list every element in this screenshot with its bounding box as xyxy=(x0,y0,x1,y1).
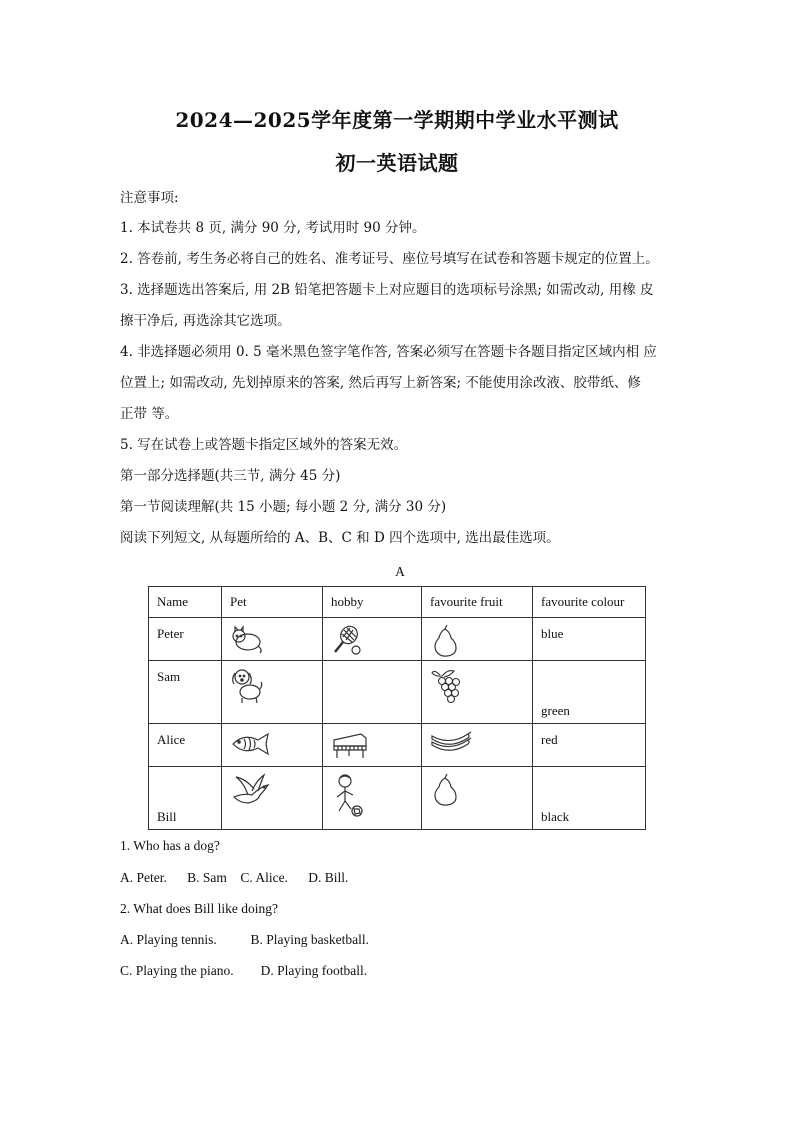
grapes-icon xyxy=(430,667,464,703)
note-1: 1. 本试卷共 8 页, 满分 90 分, 考试用时 90 分钟。 xyxy=(120,220,426,236)
header-hobby: hobby xyxy=(323,587,422,618)
colour-green: green xyxy=(541,703,570,718)
question-2-options-ab: A. Playing tennis. B. Playing basketball. xyxy=(120,932,369,947)
cell-fruit xyxy=(422,724,533,767)
pear-icon xyxy=(430,773,460,807)
bird-icon xyxy=(230,773,272,807)
table-header-row xyxy=(149,587,646,618)
question-1-options: A. Peter. B. Sam C. Alice. D. Bill. xyxy=(120,870,349,885)
name-bill: Bill xyxy=(157,809,177,824)
note-5: 5. 写在试卷上或答题卡指定区域外的答案无效。 xyxy=(120,437,408,453)
name-alice: Alice xyxy=(157,732,186,747)
question-1: 1. Who has a dog? xyxy=(120,838,220,853)
question-2-options-cd: C. Playing the piano. D. Playing football. xyxy=(120,963,368,978)
exam-title: 2024—2025学年度第一学期期中学业水平测试 xyxy=(175,108,619,132)
cell-colour xyxy=(533,767,646,830)
fish-icon xyxy=(230,730,272,758)
cell-pet xyxy=(222,618,323,661)
section-1-heading: 第一节阅读理解(共 15 小题; 每小题 2 分, 满分 30 分) xyxy=(120,499,447,515)
cell-name xyxy=(149,661,222,724)
table-row xyxy=(149,661,646,724)
info-table xyxy=(148,586,646,830)
header-name: Name xyxy=(149,587,222,618)
table-row xyxy=(149,767,646,830)
table-row xyxy=(149,618,646,661)
cell-pet xyxy=(222,661,323,724)
cell-colour xyxy=(533,724,646,767)
cell-colour xyxy=(533,661,646,724)
colour-black: black xyxy=(541,809,570,824)
cell-hobby xyxy=(323,618,422,661)
cell-name xyxy=(149,767,222,830)
notes-heading: 注意事项: xyxy=(120,190,179,206)
reading-instruction: 阅读下列短文, 从每题所给的 A、B、C 和 D 四个选项中, 选出最佳选项。 xyxy=(120,530,560,546)
piano-icon xyxy=(331,730,369,760)
exam-subtitle: 初一英语试题 xyxy=(335,151,459,175)
cat-icon xyxy=(230,624,264,654)
colour-blue: blue xyxy=(541,626,564,641)
cell-fruit xyxy=(422,661,533,724)
question-2: 2. What does Bill like doing? xyxy=(120,901,278,916)
name-sam: Sam xyxy=(157,669,181,684)
passage-label: A xyxy=(395,564,405,579)
cell-fruit xyxy=(422,618,533,661)
cell-name xyxy=(149,618,222,661)
table-row xyxy=(149,724,646,767)
banana-icon xyxy=(430,730,472,756)
note-2: 2. 答卷前, 考生务必将自己的姓名、准考证号、座位号填写在试卷和答题卡规定的位置上。 xyxy=(120,251,659,267)
dog-icon xyxy=(230,667,264,705)
part-1-heading: 第一部分选择题(共三节, 满分 45 分) xyxy=(120,468,341,484)
header-fruit: favourite fruit xyxy=(422,587,533,618)
note-4-line-3: 正带 等。 xyxy=(120,406,179,422)
tennis-icon xyxy=(331,624,363,656)
name-peter: Peter xyxy=(157,626,184,641)
cell-name xyxy=(149,724,222,767)
football-icon xyxy=(331,773,365,817)
note-3-line-1: 3. 选择题选出答案后, 用 2B 铅笔把答题卡上对应题目的选项标号涂黑; 如需改动, 用橡 皮 xyxy=(120,282,654,298)
note-4-line-2: 位置上; 如需改动, 先划掉原来的答案, 然后再写上新答案; 不能使用涂改液、胶带纸、修 xyxy=(120,375,641,391)
note-3-line-2: 擦干净后, 再选涂其它选项。 xyxy=(120,313,291,329)
cell-fruit xyxy=(422,767,533,830)
colour-red: red xyxy=(541,732,558,747)
cell-hobby xyxy=(323,724,422,767)
cell-pet xyxy=(222,767,323,830)
cell-hobby xyxy=(323,767,422,830)
pear-icon xyxy=(430,624,460,658)
cell-hobby xyxy=(323,661,422,724)
header-colour: favourite colour xyxy=(533,587,646,618)
cell-colour xyxy=(533,618,646,661)
note-4-line-1: 4. 非选择题必须用 0. 5 毫米黑色签字笔作答, 答案必须写在答题卡各题目指定区域内相 应 xyxy=(120,344,657,360)
header-pet: Pet xyxy=(222,587,323,618)
cell-pet xyxy=(222,724,323,767)
